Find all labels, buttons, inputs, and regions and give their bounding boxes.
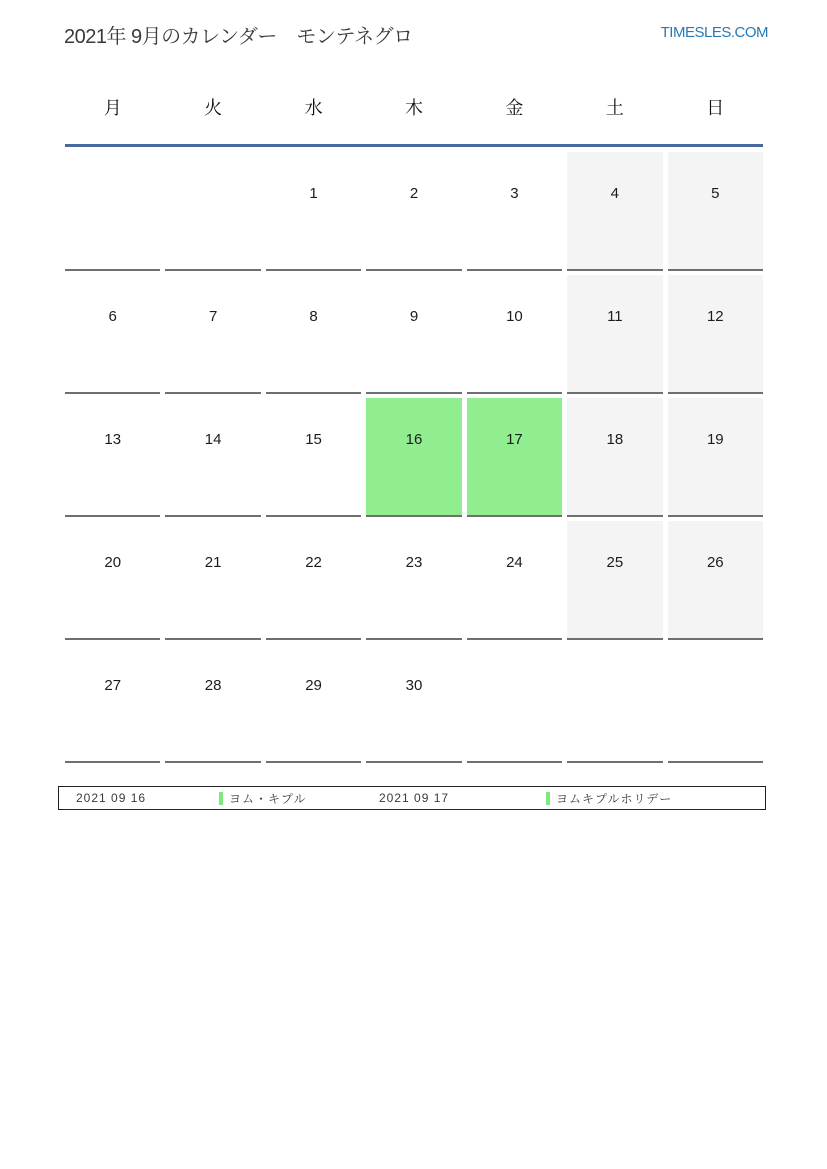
day-cell-3: 3 xyxy=(467,152,562,271)
day-cell-26: 26 xyxy=(668,521,763,640)
day-cell-empty xyxy=(567,644,662,763)
day-cell-23: 23 xyxy=(366,521,461,640)
day-cell-empty xyxy=(165,152,260,271)
day-cell-10: 10 xyxy=(467,275,562,394)
day-cell-5: 5 xyxy=(668,152,763,271)
day-cell-19: 19 xyxy=(668,398,763,517)
weekday-header-tue: 火 xyxy=(204,98,223,118)
day-cell-1: 1 xyxy=(266,152,361,271)
day-cell-16-holiday: 16 xyxy=(366,398,461,517)
day-cell-18: 18 xyxy=(567,398,662,517)
day-cell-29: 29 xyxy=(266,644,361,763)
calendar xyxy=(65,88,763,763)
holiday-legend xyxy=(58,786,766,810)
day-grid xyxy=(65,152,763,763)
day-cell-28: 28 xyxy=(165,644,260,763)
weekday-header-fri: 金 xyxy=(505,98,524,118)
day-cell-11: 11 xyxy=(567,275,662,394)
day-cell-12: 12 xyxy=(668,275,763,394)
day-cell-empty xyxy=(668,644,763,763)
site-logo-link[interactable]: TIMESLES.COM xyxy=(660,24,768,41)
weekday-header-row xyxy=(65,88,763,147)
day-cell-25: 25 xyxy=(567,521,662,640)
legend-label-1: ヨム・キプル xyxy=(229,791,307,806)
holiday-marker-icon xyxy=(219,792,223,805)
weekday-header-sun: 日 xyxy=(706,98,725,118)
legend-date-2: 2021 09 17 xyxy=(379,791,450,805)
day-cell-6: 6 xyxy=(65,275,160,394)
holiday-marker-icon xyxy=(546,792,550,805)
weekday-header-sat: 土 xyxy=(605,98,624,118)
legend-date-1: 2021 09 16 xyxy=(76,791,147,805)
page-title: 2021年 9月のカレンダー モンテネグロ xyxy=(64,26,413,48)
day-cell-empty xyxy=(65,152,160,271)
day-cell-13: 13 xyxy=(65,398,160,517)
day-cell-7: 7 xyxy=(165,275,260,394)
day-cell-24: 24 xyxy=(467,521,562,640)
day-cell-30: 30 xyxy=(366,644,461,763)
weekday-header-thu: 木 xyxy=(404,98,423,118)
day-cell-17-holiday: 17 xyxy=(467,398,562,517)
day-cell-14: 14 xyxy=(165,398,260,517)
day-cell-4: 4 xyxy=(567,152,662,271)
day-cell-22: 22 xyxy=(266,521,361,640)
day-cell-15: 15 xyxy=(266,398,361,517)
day-cell-21: 21 xyxy=(165,521,260,640)
day-cell-27: 27 xyxy=(65,644,160,763)
day-cell-2: 2 xyxy=(366,152,461,271)
day-cell-20: 20 xyxy=(65,521,160,640)
weekday-header-wed: 水 xyxy=(304,98,323,118)
day-cell-empty xyxy=(467,644,562,763)
day-cell-9: 9 xyxy=(366,275,461,394)
legend-label-2: ヨムキプルホリデー xyxy=(556,791,673,806)
weekday-header-mon: 月 xyxy=(103,98,122,118)
day-cell-8: 8 xyxy=(266,275,361,394)
